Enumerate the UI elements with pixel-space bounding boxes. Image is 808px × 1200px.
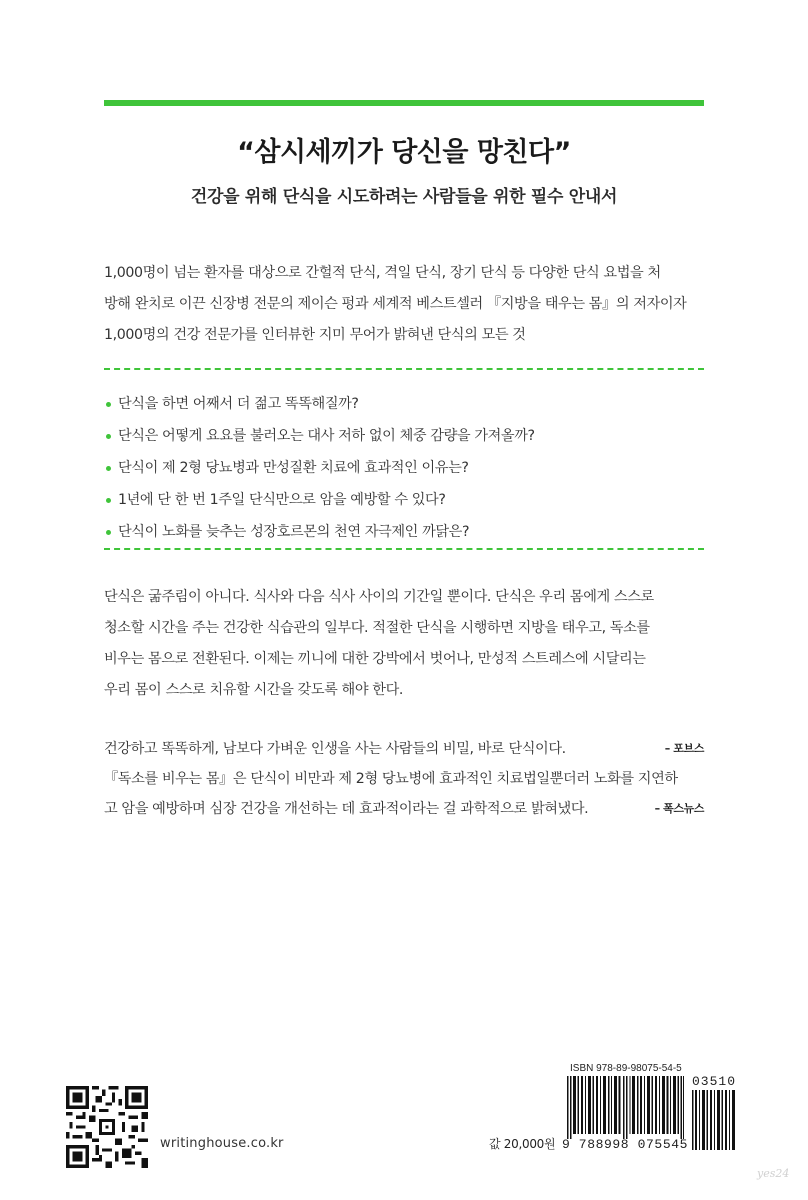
intro-line: 1,000명의 건강 전문가를 인터뷰한 지미 무어가 밝혀낸 단식의 모든 것 xyxy=(104,327,526,343)
body-line: 단식은 굶주림이 아니다. 식사와 다음 식사 사이의 기간일 뿐이다. 단식은 우리 몸에게 스스로 xyxy=(104,589,654,605)
bullet-dot-icon xyxy=(106,466,111,471)
bullet-dot-icon xyxy=(106,402,111,407)
review-text: 건강하고 똑똑하게, 남보다 가벼운 인생을 사는 사람들의 비밀, 바로 단식이다. xyxy=(104,741,566,757)
question-list xyxy=(104,388,704,548)
addon-barcode-icon xyxy=(692,1090,736,1150)
headline: “삼시세끼가 당신을 망친다” xyxy=(237,137,571,168)
press-reviews xyxy=(104,734,704,824)
bullet-dot-icon xyxy=(106,530,111,535)
question-text: 단식이 제 2형 당뇨병과 만성질환 치료에 효과적인 이유는? xyxy=(118,460,469,476)
question-text: 단식을 하면 어째서 더 젊고 똑똑해질까? xyxy=(118,396,359,412)
question-item xyxy=(104,516,704,548)
isbn-label: ISBN 978-89-98075-54-5 xyxy=(570,1063,682,1074)
review-foxnews-line1: 『독소를 비우는 몸』은 단식이 비만과 제 2형 당뇨병에 효과적인 치료법일뿐더러 노화를 지연하 xyxy=(104,771,678,787)
isbn-barcode-icon xyxy=(567,1076,684,1139)
price-label: 값 20,000원 xyxy=(489,1137,556,1151)
body-line: 청소할 시간을 주는 건강한 식습관의 일부다. 적절한 단식을 시행하면 지방을 태우고, 독소를 xyxy=(104,620,650,636)
dashed-divider-top xyxy=(104,368,704,370)
publisher-website: writinghouse.co.kr xyxy=(160,1136,284,1151)
top-accent-bar xyxy=(104,100,704,106)
review-text: 고 암을 예방하며 심장 건강을 개선하는 데 효과적이라는 걸 과학적으로 밝혀냈다. xyxy=(104,801,589,817)
question-text: 단식은 어떻게 요요를 불러오는 대사 저하 없이 체중 감량을 가져올까? xyxy=(118,428,535,444)
intro-paragraph xyxy=(104,258,704,351)
review-forbes xyxy=(104,734,704,764)
body-line: 비우는 몸으로 전환된다. 이제는 끼니에 대한 강박에서 벗어나, 만성적 스트레스에 시달리는 xyxy=(104,651,646,667)
question-text: 1년에 단 한 번 1주일 단식만으로 암을 예방할 수 있다? xyxy=(118,492,446,508)
review-source: – 폭스뉴스 xyxy=(654,802,704,815)
body-line: 우리 몸이 스스로 치유할 시간을 갖도록 해야 한다. xyxy=(104,682,403,698)
question-item xyxy=(104,452,704,484)
question-item xyxy=(104,388,704,420)
dashed-divider-bottom xyxy=(104,548,704,550)
question-text: 단식이 노화를 늦추는 성장호르몬의 천연 자극제인 까닭은? xyxy=(118,524,470,540)
intro-line: 1,000명이 넘는 환자를 대상으로 간헐적 단식, 격일 단식, 장기 단식 등 다양한 단식 요법을 처 xyxy=(104,265,661,281)
question-item xyxy=(104,420,704,452)
bullet-dot-icon xyxy=(106,498,111,503)
review-source: – 포브스 xyxy=(664,742,704,755)
intro-line: 방해 완치로 이끈 신장병 전문의 제이슨 펑과 세계적 베스트셀러 『지방을 태우는 몸』의 저자이자 xyxy=(104,296,687,312)
review-foxnews-line2 xyxy=(104,794,704,824)
bullet-dot-icon xyxy=(106,434,111,439)
question-item xyxy=(104,484,704,516)
barcode-digits: 9 788998 075545 xyxy=(562,1137,689,1152)
body-paragraph xyxy=(104,582,704,706)
qr-code-icon xyxy=(66,1086,148,1168)
store-watermark: yes24 xyxy=(757,1167,790,1180)
subheadline: 건강을 위해 단식을 시도하려는 사람들을 위한 필수 안내서 xyxy=(190,187,618,207)
addon-code: 03510 xyxy=(692,1074,737,1089)
